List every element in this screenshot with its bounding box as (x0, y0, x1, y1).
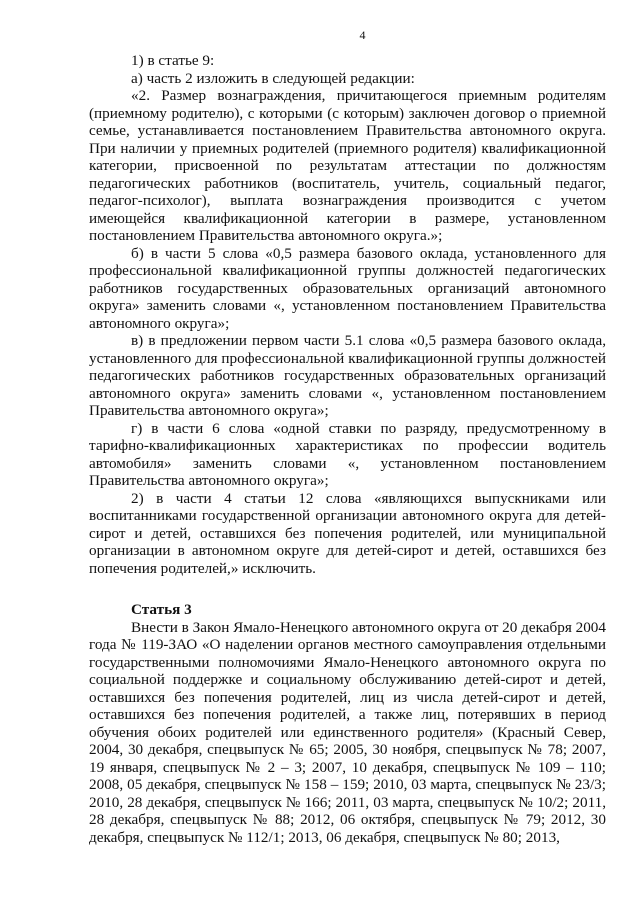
amendment-subitem-b: б) в части 5 слова «0,5 размера базового оклада, установленного для профессиональной квалификационной группы должностей педагогических работников государственных образовательных организаций автономного округа» заменить словами «, установленном постановлением Правительства автономного округа»; (89, 244, 606, 332)
amendment-subitem-a: а) часть 2 изложить в следующей редакции: (131, 69, 415, 87)
document-body (89, 52, 606, 846)
spacer (89, 589, 606, 601)
article-text: Внести в Закон Ямало-Ненецкого автономного округа от 20 декабря 2004 года № 119-ЗАО «О наделении органов местного самоуправления отдельными государственными полномочиями Ямало-Ненецкого автономного округа по социальной поддержке и социальному обслуживанию детей-сирот и детей, оставшихся без попечения родителей, лиц из числа детей-сирот и детей, оставшихся без попечения родителей, а также лиц, потерявших в период обучения обоих родителей или единственного родителя» (Красный Север, 2004, 30 декабря, спецвыпуск № 65; 2005, 30 ноября, спецвыпуск № 78; 2007, 19 января, спецвыпуск № 2 – 3; 2007, 10 декабря, спецвыпуск № 109 – 110; 2008, 05 декабря, спецвыпуск № 158 – 159; 2010, 03 марта, спецвыпуск № 23/3; 2010, 28 декабря, спецвыпуск № 166; 2011, 03 марта, спецвыпуск № 10/2; 2011, 28 декабря, спецвыпуск № 88; 2012, 06 октября, спецвыпуск № 79; 2012, 30 декабря, спецвыпуск № 112/1; 2013, 06 декабря, спецвыпуск № 80; 2013, (89, 618, 606, 846)
amendment-item-1: 1) в статье 9: (131, 52, 215, 69)
quoted-new-text: «2. Размер вознаграждения, причитающегося приемным родителям (приемному родителю), с которыми (с которым) заключен договор о приемной семье, устанавливается постановлением Правительства автономного округа. При наличии у приемных родителей (приемного родителя) квалификационной категории, присвоенной по результатам аттестации по должностям педагогических работников (воспитатель, учитель, социальный педагог, педагог-психолог), выплата вознаграждения производится с учетом имеющейся квалификационной категории в размере, установленном постановлением Правительства автономного округа.»; (89, 87, 606, 244)
amendment-subitem-v: в) в предложении первом части 5.1 слова «0,5 размера базового оклада, установленного для профессиональной квалификационной группы должностей педагогических работников государственных образовательных организаций автономного округа» заменить словами «, установленном постановлением Правительства автономного округа»; (89, 332, 606, 419)
spacer (89, 577, 606, 589)
article-title: Статья 3 (131, 601, 192, 618)
page-number: 4 (359, 28, 366, 42)
amendment-item-2: 2) в части 4 статьи 12 слова «являющихся выпускниками или воспитанниками государственной организации автономного округа для детей-сирот и детей, оставшихся без попечения родителей, или муниципальной организации в автономном округе для детей-сирот и детей, оставшихся без попечения родителей,» исключить. (89, 489, 606, 577)
amendment-subitem-g: г) в части 6 слова «одной ставки по разряду, предусмотренному в тарифно-квалификационных характеристиках по профессии водитель автомобиля» заменить словами «, установленном постановлением Правительства автономного округа»; (89, 419, 606, 489)
